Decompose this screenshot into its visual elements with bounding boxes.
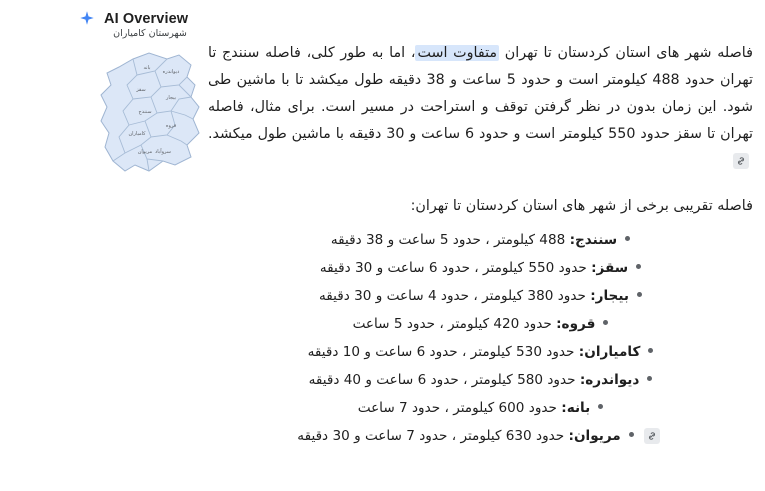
svg-text:سروآباد: سروآباد xyxy=(155,149,171,155)
city-name: کامیاران: xyxy=(578,344,641,360)
city-name: مریوان: xyxy=(568,428,621,444)
ai-overview-content xyxy=(208,40,753,450)
paragraph-text-end: ، اما به طور کلی، فاصله سنندج تا تهران حدود 488 کیلومتر است و حدود 5 ساعت و 38 دقیقه طول میکشد تا با ماشین طی شود. این زمان بدون در نظر گرفتن توقف و استراحت در مسیر است. برای مثال، فاصله تهران تا سقز حدود 550 کیلومتر است و حدود 6 ساعت و 30 دقیقه با ماشین طول میکشد. xyxy=(208,45,754,142)
city-detail: حدود 530 کیلومتر ، حدود 6 ساعت و 10 دقیقه xyxy=(307,344,579,360)
svg-text:بیجار: بیجار xyxy=(165,95,177,101)
city-detail: حدود 420 کیلومتر ، حدود 5 ساعت xyxy=(352,316,557,332)
overview-paragraph xyxy=(208,40,753,175)
svg-text:بانه: بانه xyxy=(143,65,151,71)
city-detail: 488 کیلومتر ، حدود 5 ساعت و 38 دقیقه xyxy=(330,232,570,248)
city-detail: حدود 580 کیلومتر ، حدود 6 ساعت و 40 دقیقه xyxy=(308,372,580,388)
list-item xyxy=(208,226,753,254)
city-name: بانه: xyxy=(561,400,591,416)
svg-text:مریوان: مریوان xyxy=(137,149,153,155)
city-distance-list xyxy=(208,226,753,450)
kurdistan-province-map xyxy=(75,41,225,191)
city-detail: حدود 380 کیلومتر ، حدود 4 ساعت و 30 دقیقه xyxy=(318,288,591,304)
bullet-icon xyxy=(647,376,652,381)
bullet-icon xyxy=(625,236,630,241)
city-detail: حدود 550 کیلومتر ، حدود 6 ساعت و 30 دقیقه xyxy=(319,260,592,276)
city-detail: حدود 630 کیلومتر ، حدود 7 ساعت و 30 دقیقه xyxy=(297,428,569,444)
list-item xyxy=(208,338,753,366)
svg-text:دیواندره: دیواندره xyxy=(162,69,180,75)
ai-overview-header xyxy=(78,10,188,28)
highlighted-phrase: متفاوت است xyxy=(417,45,498,61)
list-item xyxy=(208,394,753,422)
svg-text:قروه: قروه xyxy=(165,123,177,129)
ai-overview-title: AI Overview xyxy=(104,11,189,27)
city-name: بیجار: xyxy=(590,288,630,304)
bullet-icon xyxy=(598,404,603,409)
svg-text:سنندج: سنندج xyxy=(138,109,152,115)
svg-text:کامیاران: کامیاران xyxy=(128,131,146,137)
map-caption: شهرستان کامیاران xyxy=(113,28,187,39)
list-item xyxy=(208,422,753,450)
bullet-icon xyxy=(648,348,653,353)
city-name: سقز: xyxy=(591,260,629,276)
city-list-subheading: فاصله تقریبی برخی از شهر های استان کردستان تا تهران: xyxy=(410,198,753,214)
paragraph-text-start: فاصله شهر های استان کردستان تا تهران xyxy=(499,45,753,61)
city-name: دیواندره: xyxy=(579,372,640,388)
bullet-icon xyxy=(629,432,634,437)
list-item xyxy=(208,310,753,338)
bullet-icon xyxy=(636,264,641,269)
city-detail: حدود 600 کیلومتر ، حدود 7 ساعت xyxy=(357,400,562,416)
list-item xyxy=(208,282,753,310)
map-block xyxy=(70,28,230,203)
bullet-icon xyxy=(637,292,642,297)
city-name: سنندج: xyxy=(569,232,618,248)
source-link-icon[interactable] xyxy=(644,428,660,444)
list-item xyxy=(208,254,753,282)
source-link-icon[interactable] xyxy=(733,153,749,169)
bullet-icon xyxy=(603,320,608,325)
sparkle-icon xyxy=(78,10,96,28)
city-name: قروه: xyxy=(556,316,596,332)
svg-text:سقز: سقز xyxy=(136,87,146,93)
list-item xyxy=(208,366,753,394)
